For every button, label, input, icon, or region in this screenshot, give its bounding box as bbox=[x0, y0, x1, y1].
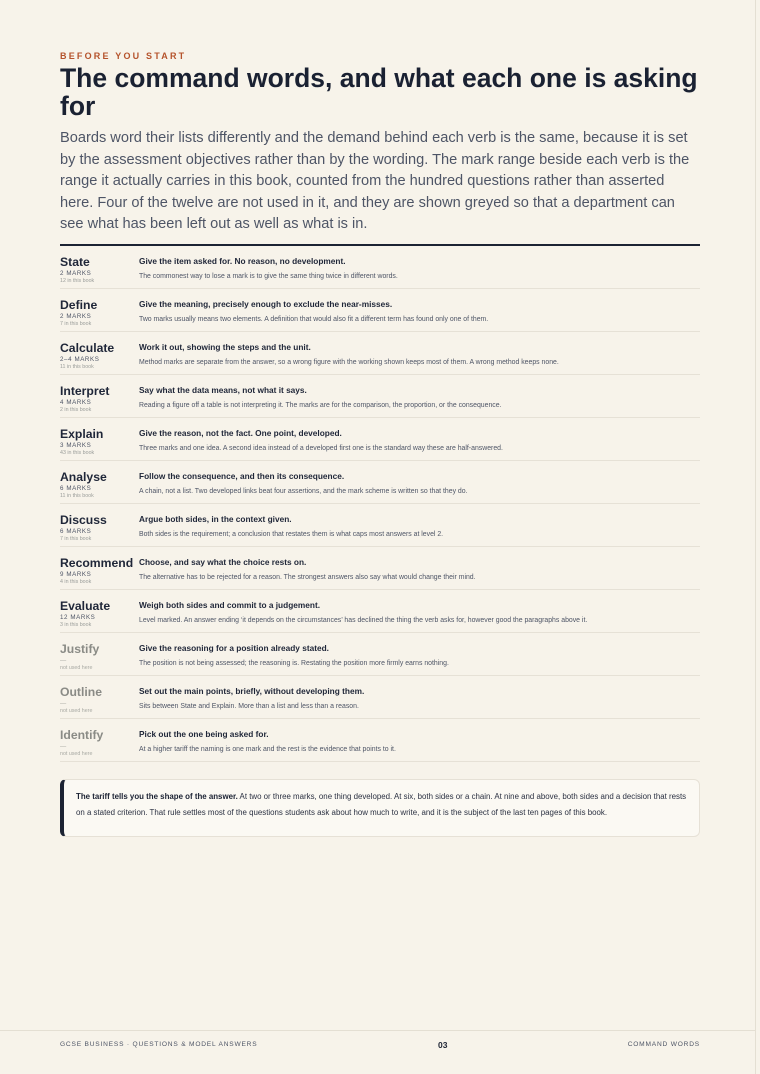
usage-count: not used here bbox=[60, 665, 93, 671]
command-verb: Analyse bbox=[60, 470, 107, 484]
command-word-cell bbox=[60, 384, 139, 417]
command-word-cell bbox=[60, 341, 139, 374]
intro-paragraph: Boards word their lists differently and the demand behind each verb is the same, because it is set by the assessment objectives rather than by the wording. The mark range beside each verb is the range it actually carries in this book, counted from the hundred questions rather than asserted here. Four of the twelve are not used in it, and they are shown greyed so that a department can see what has been left out as well as what is in. bbox=[60, 130, 690, 232]
command-description-cell bbox=[139, 685, 700, 718]
command-note: Level marked. An answer ending ‘it depends on the circumstances’ has declined the thing the verb asks for, however good the paragraphs above it. bbox=[139, 617, 588, 624]
command-description-cell bbox=[139, 255, 700, 288]
command-word-row bbox=[60, 418, 700, 461]
mark-range: 2 MARKS bbox=[60, 313, 92, 320]
command-demand: Weigh both sides and commit to a judgement. bbox=[139, 600, 321, 610]
command-word-cell bbox=[60, 728, 139, 761]
command-word-cell bbox=[60, 298, 139, 331]
command-description-cell bbox=[139, 642, 700, 675]
command-word-row bbox=[60, 590, 700, 633]
command-demand: Choose, and say what the choice rests on. bbox=[139, 557, 307, 567]
command-word-cell bbox=[60, 556, 139, 589]
command-verb: Explain bbox=[60, 427, 104, 441]
footer-book-title: GCSE BUSINESS · QUESTIONS & MODEL ANSWERS bbox=[60, 1041, 258, 1048]
mark-range: 6 MARKS bbox=[60, 528, 92, 535]
command-word-row bbox=[60, 676, 700, 719]
command-verb: Identify bbox=[60, 728, 104, 742]
usage-count: 7 in this book bbox=[60, 321, 92, 327]
command-description-cell bbox=[139, 341, 700, 374]
mark-range: 12 MARKS bbox=[60, 614, 96, 621]
page-number: 03 bbox=[438, 1040, 448, 1050]
command-demand: Give the item asked for. No reason, no development. bbox=[139, 256, 346, 266]
mark-range: 3 MARKS bbox=[60, 442, 92, 449]
command-words-table bbox=[60, 244, 700, 762]
usage-count: 12 in this book bbox=[60, 278, 95, 284]
mark-range: 6 MARKS bbox=[60, 485, 92, 492]
mark-range: — bbox=[60, 700, 67, 707]
eyebrow-label: BEFORE YOU START bbox=[60, 51, 187, 61]
command-word-row bbox=[60, 504, 700, 547]
command-demand: Say what the data means, not what it says. bbox=[139, 385, 307, 395]
command-word-row bbox=[60, 633, 700, 676]
command-verb: Define bbox=[60, 298, 98, 312]
usage-count: not used here bbox=[60, 751, 93, 757]
footer-section: COMMAND WORDS bbox=[627, 1041, 700, 1048]
command-demand: Give the meaning, precisely enough to exclude the near-misses. bbox=[139, 299, 393, 309]
command-word-cell bbox=[60, 599, 139, 632]
command-description-cell bbox=[139, 427, 700, 460]
command-description-cell bbox=[139, 556, 700, 589]
command-verb: Outline bbox=[60, 685, 102, 699]
command-word-cell bbox=[60, 255, 139, 288]
command-word-row bbox=[60, 246, 700, 289]
command-note: The commonest way to lose a mark is to give the same thing twice in different words. bbox=[139, 273, 398, 280]
command-word-cell bbox=[60, 642, 139, 675]
command-verb: Justify bbox=[60, 642, 100, 656]
command-note: Three marks and one idea. A second idea instead of a developed first one is the standard way these are half-answered. bbox=[139, 445, 503, 452]
command-demand: Give the reasoning for a position already stated. bbox=[139, 643, 329, 653]
command-verb: Recommend bbox=[60, 556, 134, 570]
command-word-row bbox=[60, 547, 700, 590]
mark-range: 2 MARKS bbox=[60, 270, 92, 277]
command-description-cell bbox=[139, 470, 700, 503]
command-description-cell bbox=[139, 728, 700, 761]
usage-count: 11 in this book bbox=[60, 493, 94, 499]
command-description-cell bbox=[139, 599, 700, 632]
mark-range: 9 MARKS bbox=[60, 571, 92, 578]
command-description-cell bbox=[139, 513, 700, 546]
command-note: Two marks usually means two elements. A definition that would also fit a different term has found only one of them. bbox=[139, 316, 489, 323]
command-word-row bbox=[60, 375, 700, 418]
callout-lead: The tariff tells you the shape of the answer. bbox=[76, 792, 238, 801]
command-note: The position is not being assessed; the reasoning is. Restating the position more firmly earns nothing. bbox=[139, 660, 449, 667]
mark-range: 2–4 MARKS bbox=[60, 356, 100, 363]
command-verb: Discuss bbox=[60, 513, 107, 527]
page-title: The command words, and what each one is asking for bbox=[60, 63, 698, 121]
command-verb: Interpret bbox=[60, 384, 110, 398]
command-verb: State bbox=[60, 255, 90, 269]
usage-count: 4 in this book bbox=[60, 579, 92, 585]
command-demand: Set out the main points, briefly, without developing them. bbox=[139, 686, 365, 696]
callout-body: At two or three marks, one thing developed. At six, both sides or a chain. At nine and above, both sides and a decision that rests on a stated criterion. That rule settles most of the questions students ask about how much to write, and it is the subject of the last ten pages of this book. bbox=[76, 792, 687, 817]
command-word-cell bbox=[60, 427, 139, 460]
tariff-callout bbox=[60, 779, 700, 837]
command-demand: Pick out the one being asked for. bbox=[139, 729, 269, 739]
command-demand: Give the reason, not the fact. One point, developed. bbox=[139, 428, 342, 438]
usage-count: 2 in this book bbox=[60, 407, 92, 413]
command-word-cell bbox=[60, 685, 139, 718]
command-word-row bbox=[60, 719, 700, 762]
command-word-row bbox=[60, 289, 700, 332]
command-note: Method marks are separate from the answer, so a wrong figure with the working shown keeps most of them. A wrong method keeps none. bbox=[139, 359, 559, 366]
command-demand: Argue both sides, in the context given. bbox=[139, 514, 292, 524]
command-demand: Follow the consequence, and then its consequence. bbox=[139, 471, 345, 481]
command-word-cell bbox=[60, 513, 139, 546]
usage-count: 3 in this book bbox=[60, 622, 92, 628]
page-footer bbox=[0, 1030, 755, 1050]
usage-count: 7 in this book bbox=[60, 536, 92, 542]
usage-count: 11 in this book bbox=[60, 364, 94, 370]
mark-range: — bbox=[60, 743, 67, 750]
command-note: At a higher tariff the naming is one mark and the rest is the evidence that points to it. bbox=[139, 746, 396, 753]
command-description-cell bbox=[139, 384, 700, 417]
command-note: Reading a figure off a table is not interpreting it. The marks are for the comparison, the proportion, or the consequence. bbox=[139, 402, 502, 409]
usage-count: not used here bbox=[60, 708, 93, 714]
command-word-row bbox=[60, 461, 700, 504]
mark-range: 4 MARKS bbox=[60, 399, 92, 406]
command-verb: Calculate bbox=[60, 341, 115, 355]
command-verb: Evaluate bbox=[60, 599, 111, 613]
command-word-cell bbox=[60, 470, 139, 503]
command-note: The alternative has to be rejected for a reason. The strongest answers also say what would change their mind. bbox=[139, 574, 476, 581]
command-description-cell bbox=[139, 298, 700, 331]
command-demand: Work it out, showing the steps and the unit. bbox=[139, 342, 311, 352]
command-word-row bbox=[60, 332, 700, 375]
command-note: Both sides is the requirement; a conclusion that restates them is what caps most answers at level 2. bbox=[139, 531, 444, 538]
usage-count: 43 in this book bbox=[60, 450, 95, 456]
command-note: Sits between State and Explain. More than a list and less than a reason. bbox=[139, 703, 359, 710]
mark-range: — bbox=[60, 657, 67, 664]
command-note: A chain, not a list. Two developed links beat four assertions, and the mark scheme is written so that they do. bbox=[139, 488, 468, 495]
